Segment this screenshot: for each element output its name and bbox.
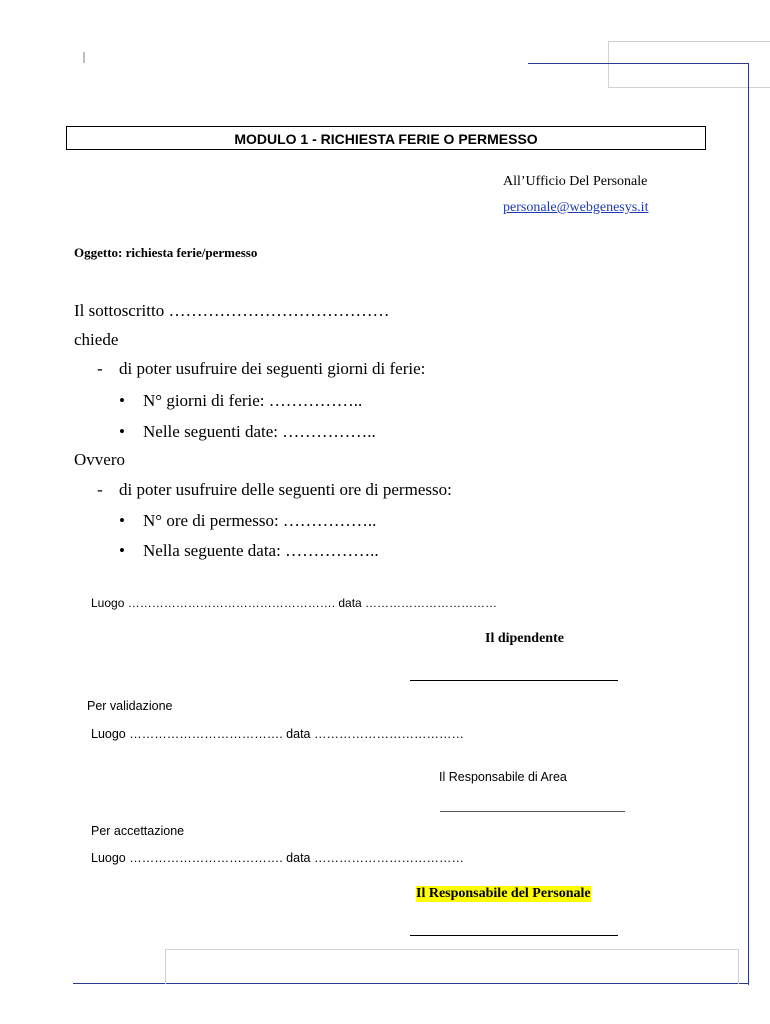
recipient-email-link[interactable]: personale@webgenesys.it: [503, 200, 649, 215]
area-manager-signature-line: [440, 811, 625, 812]
holiday-dates-field: Nelle seguenti date: ……………..: [143, 422, 376, 441]
form-title: MODULO 1 - RICHIESTA FERIE O PERMESSO: [66, 126, 706, 150]
validation-place-date: Luogo ………………………………. data ………………………………: [91, 727, 464, 741]
footer-frame: [165, 949, 739, 984]
requests-word: chiede: [74, 330, 119, 349]
bullet-icon: •: [119, 511, 125, 530]
acceptance-label: Per accettazione: [91, 824, 185, 838]
permit-hours-field: N° ore di permesso: ……………..: [143, 511, 377, 530]
bullet-icon: •: [119, 541, 125, 560]
area-manager-label: Il Responsabile di Area: [439, 770, 567, 784]
hr-manager-signature-line: [410, 935, 618, 936]
bullet-icon: •: [119, 391, 125, 410]
hr-manager-label: Il Responsabile del Personale: [416, 886, 591, 901]
place-date-line: Luogo ……………………………………………. data ……………………………: [91, 596, 498, 610]
page-border-right: [748, 63, 749, 985]
page-border-top: [528, 63, 749, 64]
validation-label: Per validazione: [87, 699, 173, 713]
bullet-icon: •: [119, 422, 125, 441]
employee-signature-label: Il dipendente: [485, 631, 564, 646]
undersigned-line: Il sottoscritto …………………………………: [74, 301, 390, 320]
holiday-days-field: N° giorni di ferie: ……………..: [143, 391, 363, 410]
employee-signature-line: [410, 680, 618, 681]
permit-date-field: Nella seguente data: ……………..: [143, 541, 379, 560]
header-frame: [608, 41, 770, 88]
subject-line: Oggetto: richiesta ferie/permesso: [74, 245, 258, 260]
or-word: Ovvero: [74, 450, 125, 469]
recipient-office: All’Ufficio Del Personale: [503, 174, 648, 189]
acceptance-place-date: Luogo ………………………………. data ………………………………: [91, 851, 464, 865]
permit-intro: di poter usufruire delle seguenti ore di permesso:: [119, 480, 452, 499]
text-cursor-mark: [83, 52, 85, 63]
dash-marker: -: [97, 480, 103, 499]
holiday-intro: di poter usufruire dei seguenti giorni di ferie:: [119, 359, 426, 378]
dash-marker: -: [97, 359, 103, 378]
